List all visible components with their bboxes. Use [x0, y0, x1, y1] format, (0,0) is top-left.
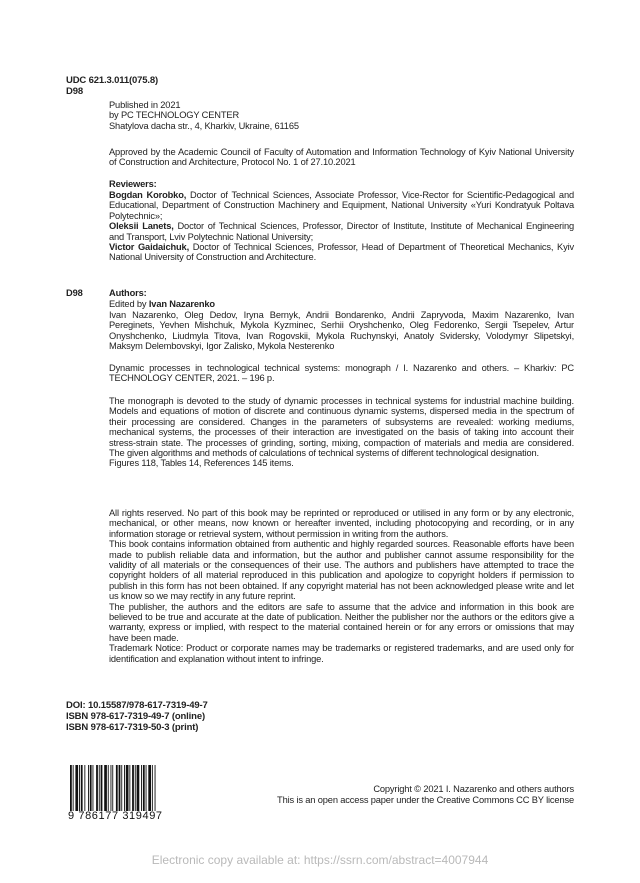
barcode-bar	[99, 765, 100, 811]
editor-name: Ivan Nazarenko	[148, 299, 215, 309]
barcode-bar	[116, 765, 118, 811]
edited-prefix: Edited by	[109, 299, 149, 309]
reviewer-item	[109, 190, 574, 221]
barcode-bar	[101, 765, 103, 811]
barcode-bar	[104, 765, 107, 811]
reviewer-name: Bogdan Korobko,	[109, 190, 187, 200]
publisher-info	[109, 100, 574, 131]
barcode	[68, 765, 180, 827]
barcode-bar	[124, 765, 125, 811]
barcode-bar	[112, 765, 113, 811]
barcode-bar	[137, 765, 140, 811]
barcode-icon	[68, 765, 180, 813]
barcode-bar	[119, 765, 121, 811]
barcode-bar	[152, 765, 153, 811]
udc-number: UDC 621.3.011(075.8)	[66, 75, 159, 86]
reviewer-desc: Doctor of Technical Sciences, Professor, Director of Institute, Institute of Mechanical Engineering and Transport, Lviv Polytechnic National University;	[109, 221, 575, 242]
rights-paragraph: All rights reserved. No part of this book may be reprinted or reproduced or utilised in any form or by any electronic, mechanical, or other means, now known or hereafter invented, including photocopying and recording, or in any information storage or retrieval system, without permission in writing from the authors.	[109, 508, 574, 539]
barcode-bar	[79, 765, 80, 811]
identifiers-block	[66, 700, 208, 733]
barcode-bar	[93, 765, 94, 811]
copyright-block	[277, 784, 574, 806]
barcode-bar	[75, 765, 78, 811]
barcode-bar	[135, 765, 136, 811]
footer-watermark: Electronic copy available at: https://ssrn.com/abstract=4007944	[151, 853, 489, 867]
barcode-digits: 9 786177 319497	[68, 810, 163, 822]
reviewer-name: Oleksii Lanets,	[109, 221, 174, 232]
rights-paragraph: Trademark Notice: Product or corporate names may be trademarks or registered trademarks, and are used only for identification and explanation without intent to infringe.	[109, 643, 574, 664]
rights-paragraph: The publisher, the authors and the editors are safe to assume that the advice and information in this book are believed to be true and accurate at the date of publication. Neither the publisher nor the authors or the editors give a warranty, express or implied, with respect to the material contained herein or for any errors or omissions that may have been made.	[109, 601, 574, 643]
license-line: This is an open access paper under the Creative Commons CC BY license	[277, 795, 574, 805]
barcode-bar	[70, 765, 72, 811]
reviewer-name: Victor Gaidaichuk,	[109, 242, 190, 253]
publisher-name: by PC TECHNOLOGY CENTER	[109, 110, 240, 121]
barcode-bar	[132, 765, 134, 811]
barcode-bar	[111, 765, 112, 811]
barcode-bar	[84, 765, 85, 811]
isbn-online: ISBN 978-617-7319-49-7 (online)	[66, 711, 205, 722]
barcode-bar	[148, 765, 151, 811]
abstract-block	[109, 396, 574, 469]
copyright-line: Copyright © 2021 I. Nazarenko and others authors	[373, 784, 574, 794]
reviewer-item	[109, 242, 574, 263]
barcode-bar	[88, 765, 89, 811]
reviewer-desc: Doctor of Technical Sciences, Professor, Head of Department of Theoretical Mechanics, Kyiv National University of Construction and Architecture.	[109, 242, 574, 263]
abstract-text: The monograph is devoted to the study of dynamic processes in technical systems for industrial machine building. Models and equations of motion of discrete and continuous dynamic systems, dispersed media in the spectrum of their processing are considered. Changes in the parameters of subsystems are revealed: working mediums, mechanical systems, the processes of their interaction are investigated on the basis of taking into account their stress-strain state. The processes of grinding, sorting, mixing, compaction of materials and media are considered. The given algorithms and methods of calculations of technical systems of different technological designation.	[109, 396, 574, 459]
barcode-bar	[81, 765, 83, 811]
figures-count: Figures 118, Tables 14, References 145 items.	[109, 458, 294, 469]
authors-heading: Authors:	[109, 288, 147, 298]
barcode-bar	[73, 765, 74, 811]
approval-text: Approved by the Academic Council of Faculty of Automation and Information Technology of Kyiv National University of Construction and Architecture, Protocol No. 1 of 27.10.2021	[109, 147, 574, 168]
barcode-bar	[143, 765, 145, 811]
barcode-bar	[121, 765, 122, 811]
citation-text: Dynamic processes in technological technical systems: monograph / I. Nazarenko and others. – Kharkiv: PC TECHNOLOGY CENTER, 2021. – 196 p.	[109, 363, 574, 384]
barcode-bar	[146, 765, 147, 811]
barcode-bar	[141, 765, 142, 811]
reviewer-item	[109, 221, 574, 242]
barcode-bar	[96, 765, 98, 811]
udc-code: D98	[66, 86, 83, 97]
doi: DOI: 10.15587/978-617-7319-49-7	[66, 700, 208, 711]
rights-block	[109, 508, 574, 664]
reviewers-heading: Reviewers:	[109, 179, 157, 189]
edited-by	[109, 299, 574, 309]
barcode-bar	[126, 765, 129, 811]
udc-block	[66, 75, 158, 97]
barcode-bar	[155, 765, 156, 811]
barcode-bar	[108, 765, 109, 811]
authors-code: D98	[66, 288, 83, 298]
barcode-bar	[129, 765, 130, 811]
barcode-bar	[90, 765, 92, 811]
rights-paragraph: This book contains information obtained from authentic and highly regarded sources. Reasonable efforts have been made to publish reliable data and information, but the author and publisher cannot assume responsibility for the validity of all materials or the consequences of their use. The authors and publishers have attempted to trace the copyright holders of all material reproduced in this publication and apologize to copyright holders if permission to publish in this form has not been obtained. If any copyright material has not been acknowledged please write and let us know so we may rectify in any future reprint.	[109, 539, 574, 602]
authors-list: Ivan Nazarenko, Oleg Dedov, Iryna Bernyk, Andrii Bondarenko, Andrii Zapryvoda, Maxim Nazarenko, Ivan Pereginets, Yevhen Mishchuk, Mykola Kyzminec, Serhii Oryshchenko, Oleg Fedorenko, Sergii Tsepelev, Artur Onyshchenko, Liudmyla Titova, Ivan Rogovskii, Mykola Ruchynskyi, Anatoly Svidersky, Volodymyr Slipetskyi, Maksym Delembovskyi, Igor Zalisko, Mykola Nesterenko	[109, 310, 574, 352]
reviewer-desc: Doctor of Technical Sciences, Associate Professor, Vice-Rector for Scientific-Pedagogical and Educational, Department of Construction Machinery and Equipment, National University «Yuri Kondratyuk Poltava Polytechnic»;	[109, 190, 574, 221]
isbn-print: ISBN 978-617-7319-50-3 (print)	[66, 722, 199, 733]
reviewers-list	[109, 190, 574, 263]
publisher-address: Shatylova dacha str., 4, Kharkiv, Ukraine, 61165	[109, 120, 299, 131]
publisher-year: Published in 2021	[109, 100, 181, 110]
